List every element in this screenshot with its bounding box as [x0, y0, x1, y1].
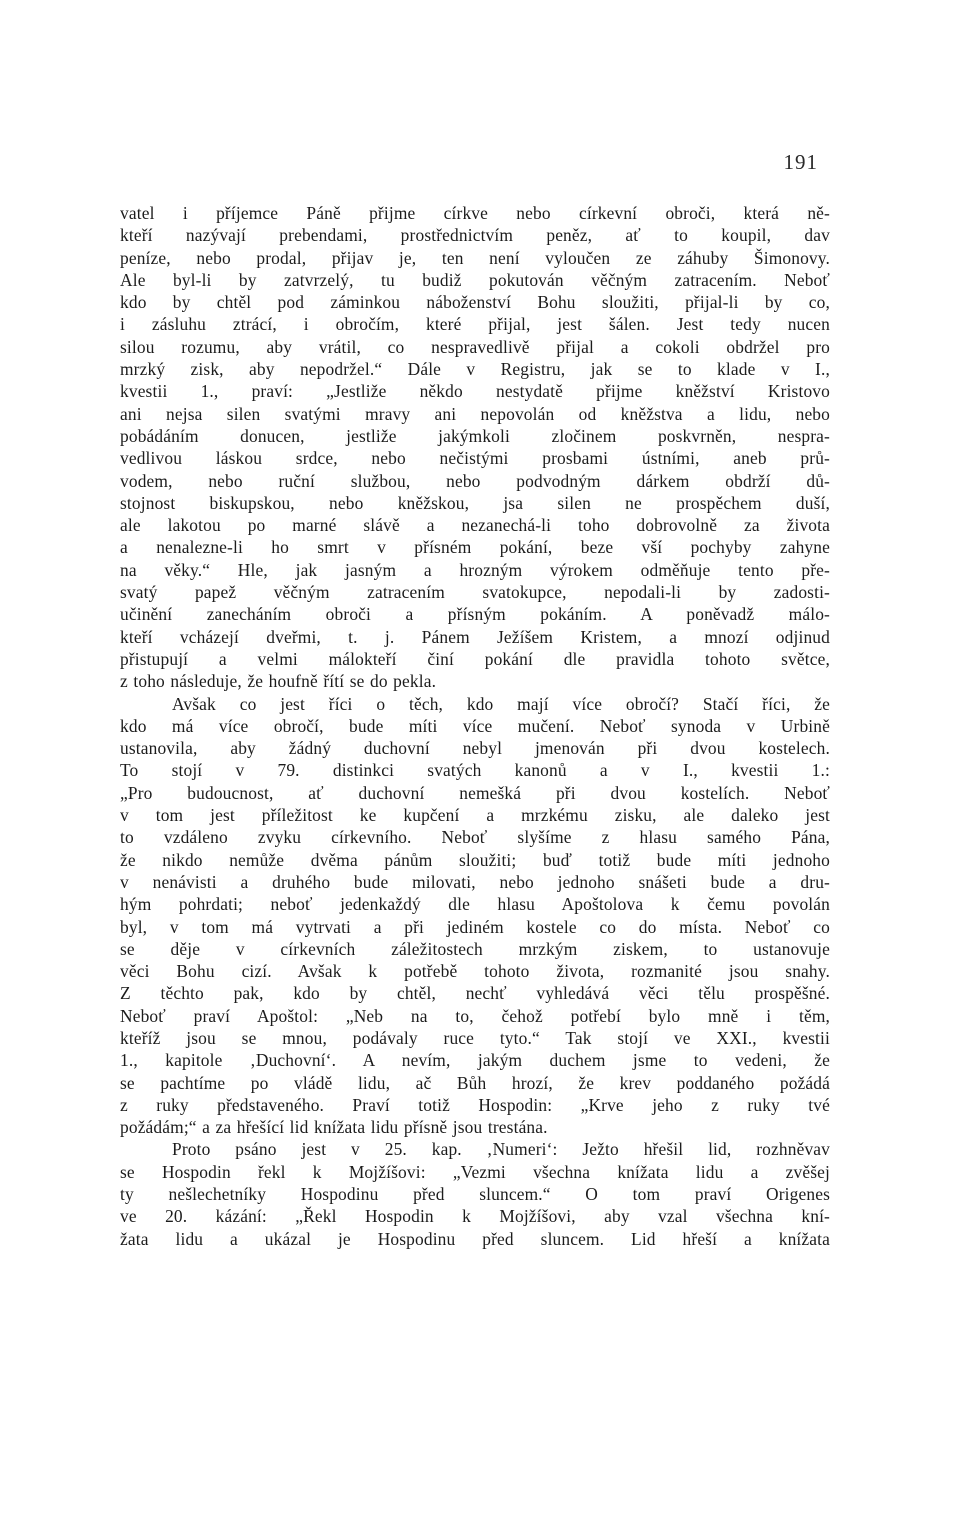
text-line: Avšak co jest říci o těch, kdo mají více obročí? Stačí říci, že: [172, 693, 830, 714]
text-line: vatel i příjemce Páně přijme církve nebo církevní obroči, která ně-: [120, 203, 830, 223]
text-line: byl, v tom má vytrvati a při jediném kostele co do místa. Neboť co: [120, 916, 830, 937]
text-line: 1., kapitole ‚Duchovní‘. A nevím, jakým duchem jsme to vedeni, že: [120, 1050, 830, 1071]
text-line: i zásluhu ztrácí, i obročím, které přijal, jest šálen. Jest tedy nucen: [120, 314, 830, 335]
text-line: vodem, nebo ruční službou, nebo podvodným dárkem obdrží dů-: [120, 470, 830, 491]
text-line: ale lakotou po marné slávě a nezanechá-li toho dobrovolně za života: [120, 515, 830, 536]
text-line: ani nejsa silen svatými mravy ani nepovolán od kněžstva a lidu, nebo: [120, 403, 830, 424]
body-text: [120, 202, 830, 1250]
text-line: se pachtíme po vládě lidu, ač Bůh hrozí, že krev poddaného požádá: [120, 1072, 830, 1093]
text-line: To stojí v 79. distinkci svatých kanonů a v I., kvestii 1.:: [120, 760, 830, 781]
text-line: z toho následuje, že houfně řítí se do pekla.: [120, 671, 437, 692]
text-line: v nenávisti a druhého bude milovati, nebo jednoho snášeti bude a dru-: [120, 871, 830, 892]
text-line: na věky.“ Hle, jak jasným a hrozným výrokem odměňuje tento pře-: [120, 559, 830, 580]
text-line: přistupují a velmi málokteří činí pokání dle pravidla tohoto světce,: [120, 648, 830, 669]
text-line: hým pohrdati; neboť jedenkaždý dle hlasu Apoštolova k čemu povolán: [120, 894, 830, 915]
text-line: svatý papež věčným zatracením svatokupce, nepodali-li by zadosti-: [120, 582, 830, 603]
text-line: kdo by chtěl pod záminkou náboženství Bohu sloužiti, přijal-li by co,: [120, 292, 830, 313]
text-line: to vzdáleno zvyku církevního. Neboť slyšíme z hlasu samého Pána,: [120, 827, 830, 848]
text-line: kteříž jsou se mnou, podávaly ruce tyto.“ Tak stojí ve XXI., kvestii: [120, 1027, 830, 1048]
paragraph-3: [120, 1138, 830, 1249]
text-line: učinění zanecháním obroči a přísným pokáním. A poněvadž málo-: [120, 604, 830, 625]
text-line: stojnost biskupskou, nebo kněžskou, jsa silen ne prospěchem duší,: [120, 492, 830, 513]
text-line: se Hospodin řekl k Mojžíšovi: „Vezmi všechna knížata lidu a zvěšej: [120, 1161, 830, 1182]
text-line: peníze, nebo prodal, přijav je, ten není vyloučen ze záhuby Šimonovy.: [120, 247, 830, 268]
text-line: vedlivou láskou srdce, nebo nečistými prosbami ústními, aneb prů-: [120, 448, 830, 469]
paragraph-1: [120, 202, 830, 693]
text-line: mrzký zisk, aby nepodržel.“ Dále v Registru, jak se to klade v I.,: [120, 359, 830, 380]
text-line: ustanovila, aby žádný duchovní nebyl jmenován při dvou kostelech.: [120, 738, 830, 759]
text-line: silou rozumu, aby vrátil, co nespravedlivě přijal a cokoli obdržel pro: [120, 336, 830, 357]
text-line: ve 20. kázání: „Řekl Hospodin k Mojžíšovi, aby vzal všechna kní-: [120, 1206, 830, 1227]
text-line: se děje v církevních záležitostech mrzkým ziskem, to ustanovuje: [120, 938, 830, 959]
text-line: věci Bohu cizí. Avšak k potřebě tohoto života, rozmanité jsou snahy.: [120, 961, 830, 982]
text-line: kteří nazývají prebendami, prostřednictvím peněz, ať to koupil, dav: [120, 225, 830, 246]
paragraph-2: [120, 693, 830, 1139]
text-line: Ale byl-li by zatvrzelý, tu budiž pokutován věčným zatracením. Neboť: [120, 269, 830, 290]
page-number: 191: [783, 150, 818, 174]
text-line: požádám;“ a za hřešící lid knížata lidu přísně jsou trestána.: [120, 1117, 548, 1138]
text-line: pobádáním donucen, jestliže jakýmkoli zločinem poskvrněn, nespra-: [120, 425, 830, 446]
text-line: Proto psáno jest v 25. kap. ‚Numeri‘: Ježto hřešil lid, rozhněvav: [172, 1139, 830, 1160]
text-line: že nikdo nemůže dvěma pánům sloužiti; buď totiž bude míti jednoho: [120, 849, 830, 870]
text-line: Z těchto pak, kdo by chtěl, nechť vyhledává věci tělu prospěšné.: [120, 983, 830, 1004]
text-line: žata lidu a ukázal je Hospodinu před sluncem. Lid hřeší a knížata: [120, 1228, 830, 1249]
text-line: ty nešlechetníky Hospodinu před sluncem.“ O tom praví Origenes: [120, 1184, 830, 1205]
text-line: „Pro budoucnost, ať duchovní nemešká při dvou kostelích. Neboť: [120, 782, 830, 803]
text-line: kteří vcházejí dveřmi, t. j. Pánem Ježíšem Kristem, a mnozí odjinud: [120, 626, 830, 647]
text-line: v tom jest příležitost ke kupčení a mrzkému zisku, ale daleko jest: [120, 805, 830, 826]
text-line: Neboť praví Apoštol: „Neb na to, čehož potřebí bylo mně i těm,: [120, 1005, 830, 1026]
text-line: kdo má více obročí, bude míti více mučení. Neboť synoda v Urbině: [120, 715, 830, 736]
text-line: a nenalezne-li ho smrt v přísném pokání, beze vší pochyby zahyne: [120, 537, 830, 558]
text-line: z ruky představeného. Praví totiž Hospodin: „Krve jeho z ruky tvé: [120, 1094, 830, 1115]
text-line: kvestii 1., praví: „Jestliže někdo nestydatě přijme kněžství Kristovo: [120, 381, 830, 402]
